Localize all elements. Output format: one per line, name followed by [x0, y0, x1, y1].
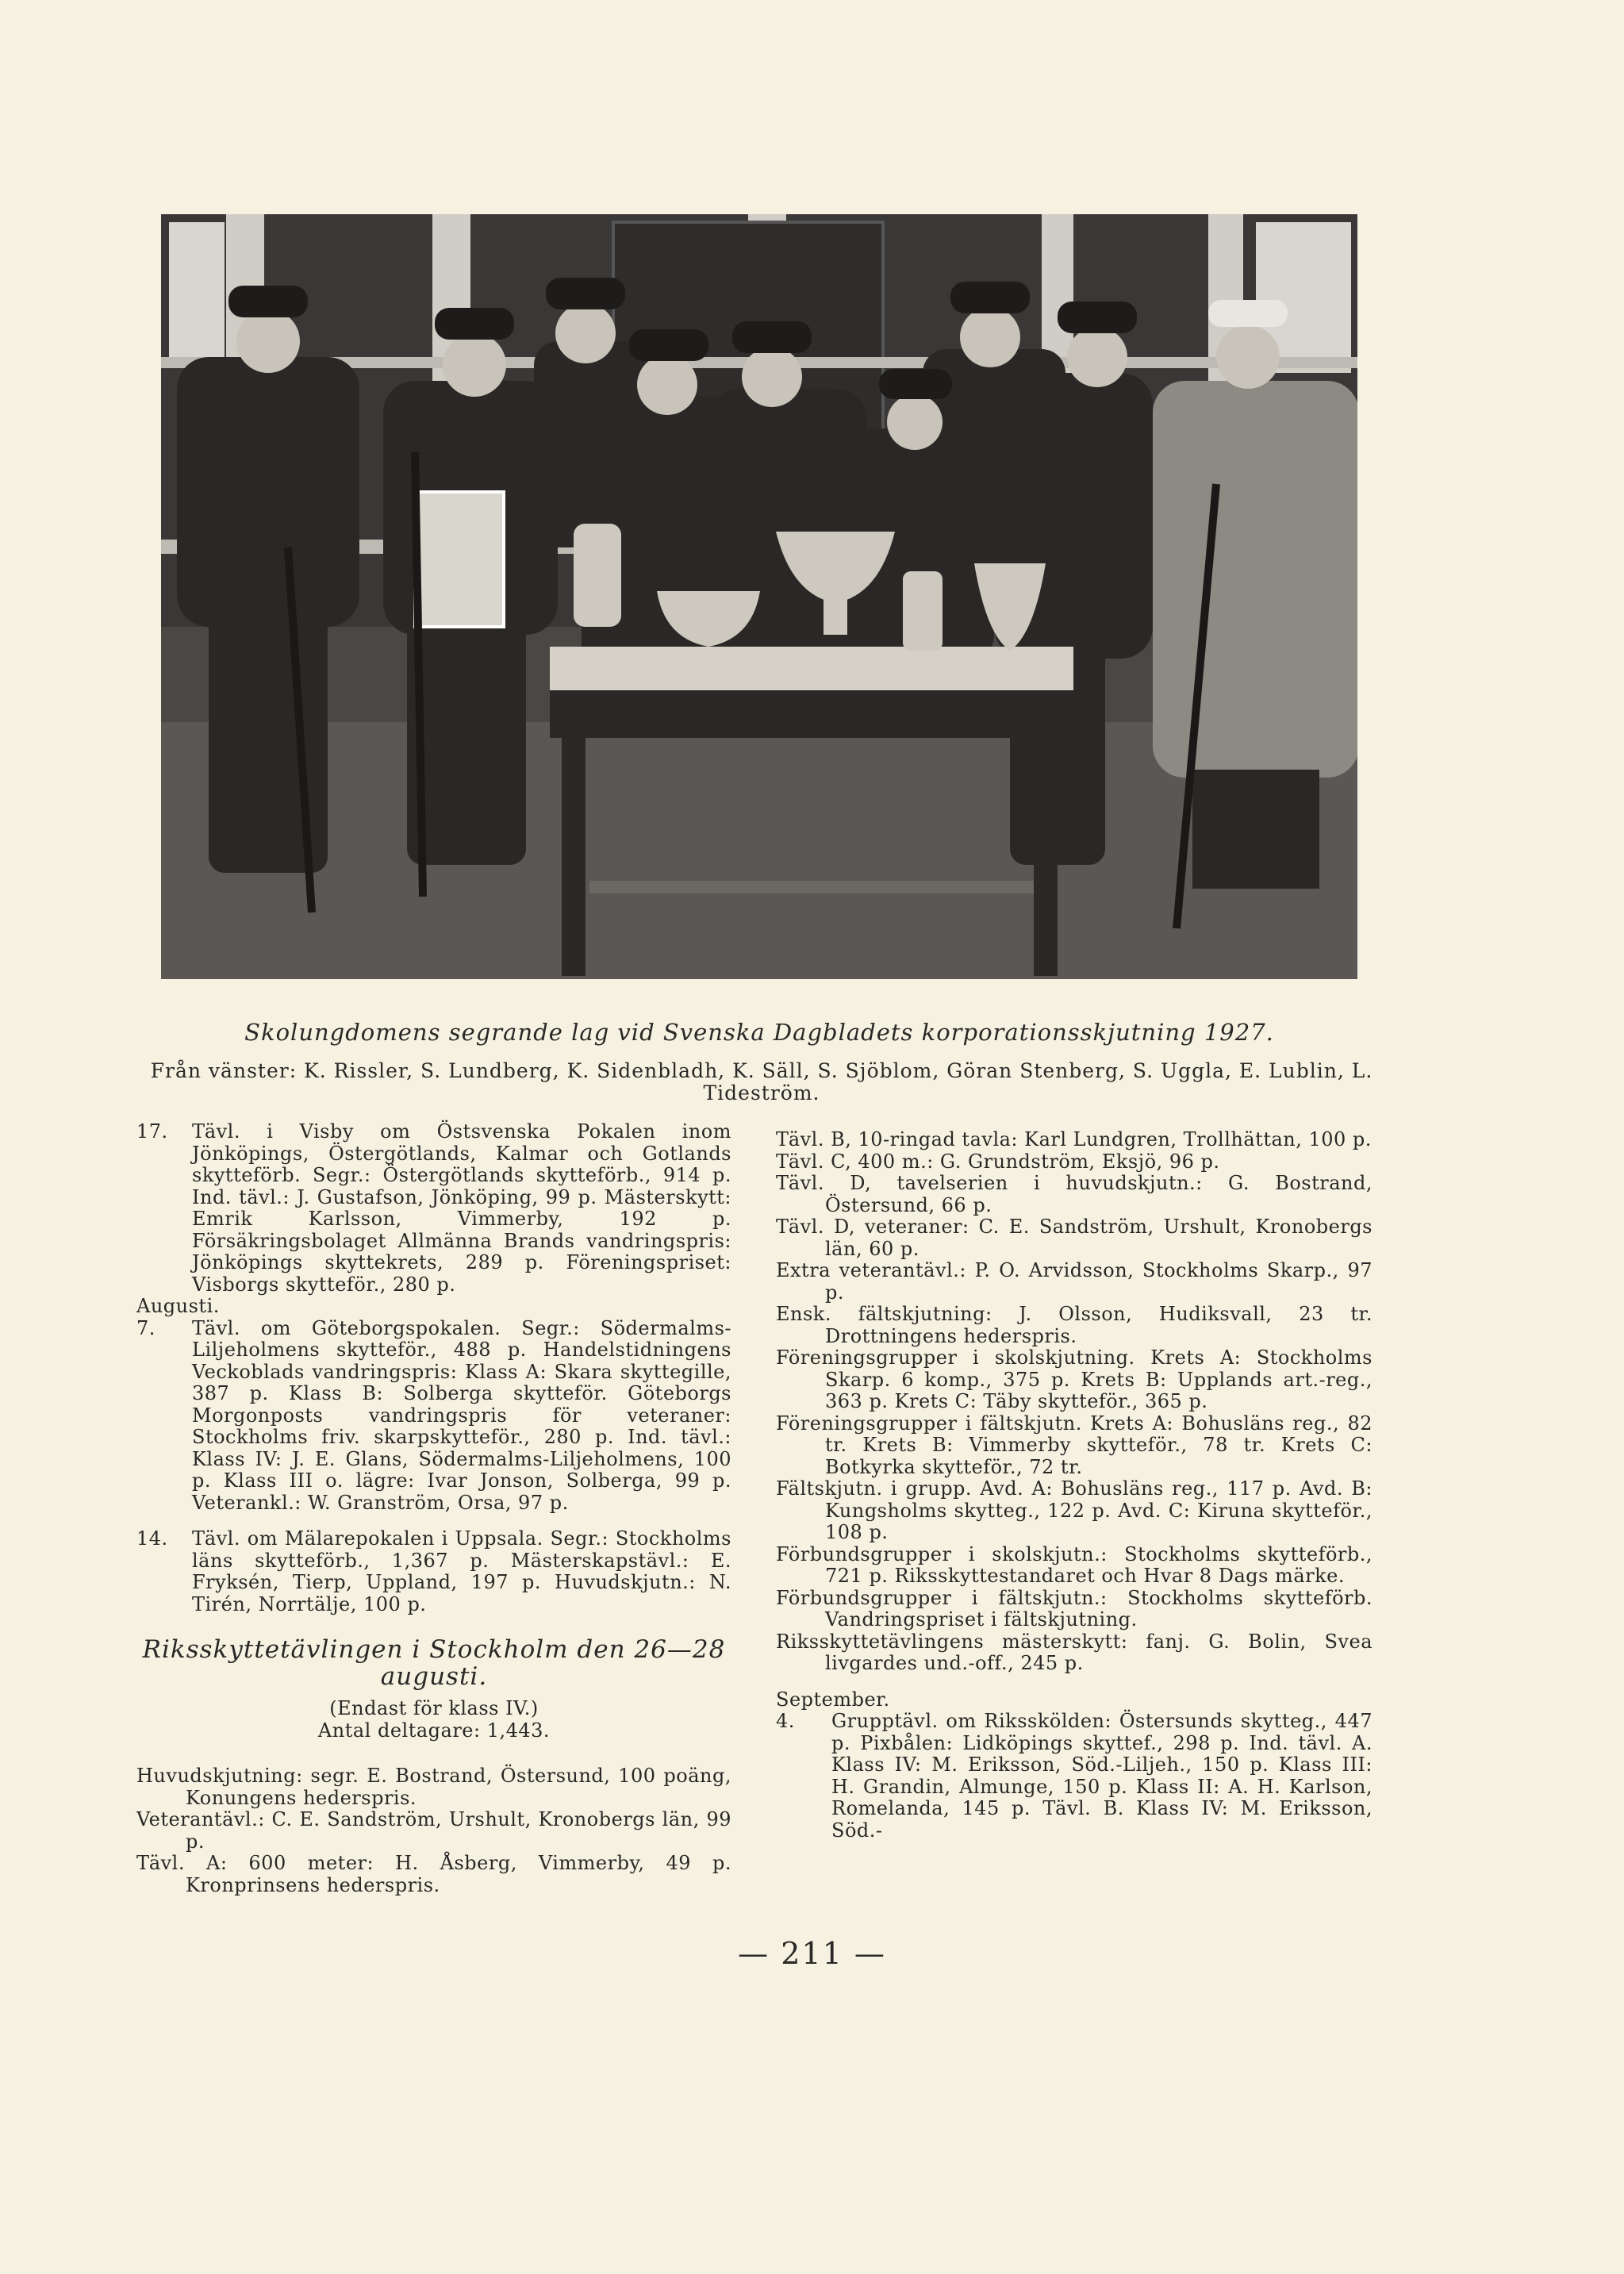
- result-item: Extra veterantävl.: P. O. Arvidsson, Stockholms Skarp., 97 p.: [776, 1259, 1373, 1304]
- section-subtitle: (Endast för klass IV.): [329, 1697, 539, 1719]
- result-item: Tävl. C, 400 m.: G. Grundström, Eksjö, 96 p.: [776, 1150, 1220, 1173]
- entry-text: Tävl. om Göteborgspokalen. Segr.: Södermalms-Liljeholmens skytteför., 488 p. Handelstidningens Veckoblads vandringspris: Klass A: Skara skyttegille, 387 p. Klass B: Solberga skytteför. Göteborgs Morgonposts vandringspris för veteraner: Stockholms friv. skarpskytteför., 280 p. Ind. tävl.: Klass IV: J. E. Glans, Södermalms-Liljeholmens, 100 p. Klass III o. lägre: Ivar Jonson, Solberga, 99 p. Veterankl.: W. Granström, Orsa, 97 p.: [192, 1316, 731, 1514]
- entry-august-7: [136, 1318, 731, 1515]
- left-column: [136, 1121, 731, 1896]
- entry-number: 7.: [136, 1316, 155, 1339]
- section-participants: Antal deltagare: 1,443.: [317, 1719, 551, 1742]
- section-title-riksskyttetavlingen: Riksskyttetävlingen i Stockholm den 26—28 augusti.: [142, 1635, 726, 1691]
- page-number: — 211 —: [738, 1936, 886, 1971]
- result-item: Tävl. D, veteraner: C. E. Sandström, Urshult, Kronobergs län, 60 p.: [776, 1216, 1373, 1260]
- result-item: Föreningsgrupper i fältskjutn. Krets A: Bohusläns reg., 82 tr. Krets B: Vimmerby skytteför., 78 tr. Krets C: Botkyrka skytteför., 72 tr.: [776, 1412, 1373, 1478]
- team-photograph: [161, 214, 1357, 979]
- result-item: Förbundsgrupper i fältskjutn.: Stockholms skytteförb. Vandringspriset i fältskjutning.: [776, 1586, 1373, 1631]
- entry-text: Tävl. om Mälarepokalen i Uppsala. Segr.: Stockholms läns skytteförb., 1,367 p. Mästerskapstävl.: E. Fryksén, Tierp, Uppland, 197 p. Huvudskjutn.: N. Tirén, Norrtälje, 100 p.: [192, 1527, 731, 1615]
- result-item: Veterantävl.: C. E. Sandström, Urshult, Kronobergs län, 99 p.: [136, 1808, 731, 1853]
- entry-text: Grupptävl. om Riksskölden: Östersunds skytteg., 447 p. Pixbålen: Lidköpings skyttef., 298 p. Ind. tävl. A. Klass IV: M. Eriksson, Söd.-Liljeh., 150 p. Klass III: H. Grandin, Almunge, 150 p. Klass II: A. H. Karlson, Romelanda, 145 p. Tävl. B. Klass IV: M. Eriksson, Söd.-: [831, 1710, 1373, 1842]
- month-heading-august: Augusti.: [136, 1295, 220, 1317]
- result-item: Fältskjutn. i grupp. Avd. A: Bohusläns reg., 117 p. Avd. B: Kungsholms skytteg., 122 p. Avd. C: Kiruna skytteför., 108 p.: [776, 1477, 1373, 1543]
- result-item: Tävl. A: 600 meter: H. Åsberg, Vimmerby, 49 p. Kronprinsens hederspris.: [136, 1852, 731, 1896]
- entry-number: 4.: [776, 1710, 795, 1732]
- result-item: Huvudskjutning: segr. E. Bostrand, Östersund, 100 poäng, Konungens hederspris.: [136, 1765, 731, 1809]
- result-item: Föreningsgrupper i skolskjutning. Krets A: Stockholms Skarp. 6 komp., 375 p. Krets B: Upplands art.-reg., 363 p. Krets C: Täby skytteför., 365 p.: [776, 1346, 1373, 1412]
- entry-text: Tävl. i Visby om Östsvenska Pokalen inom Jönköpings, Östergötlands, Kalmar och Gotlands skytteförb. Segr.: Östergötlands skytteförb., 914 p. Ind. tävl.: J. Gustafson, Jönköping, 99 p. Mästerskytt: Emrik Karlsson, Vimmerby, 192 p. Försäkringsbolaget Allmänna Brands vandringspris: Jönköpings skyttekrets, 289 p. Föreningspriset: Visborgs skytteför., 280 p.: [192, 1120, 731, 1296]
- entry-number: 14.: [136, 1527, 168, 1550]
- photo-caption-title: Skolungdomens segrande lag vid Svenska Dagbladets korporationsskjutning 1927.: [244, 1019, 1274, 1046]
- month-heading-september: September.: [776, 1688, 890, 1711]
- result-item: Förbundsgrupper i skolskjutn.: Stockholms skytteförb., 721 p. Riksskyttestandaret och Hvar 8 Dags märke.: [776, 1542, 1373, 1587]
- entry-number: 17.: [136, 1120, 168, 1143]
- result-item: Tävl. D, tavelserien i huvudskjutn.: G. Bostrand, Östersund, 66 p.: [776, 1172, 1373, 1216]
- photo-illustration: [161, 214, 1357, 979]
- result-item: Riksskyttetävlingens mästerskytt: fanj. G. Bolin, Svea livgardes und.-off., 245 p.: [776, 1630, 1373, 1674]
- entry-august-14: [136, 1528, 731, 1615]
- result-item: Tävl. B, 10-ringad tavla: Karl Lundgren, Trollhättan, 100 p.: [776, 1128, 1372, 1150]
- result-item: Ensk. fältskjutning: J. Olsson, Hudiksvall, 23 tr. Drottningens hederspris.: [776, 1303, 1373, 1347]
- entry-july-17: [136, 1121, 731, 1296]
- right-column: [776, 1129, 1373, 1842]
- entry-september-4: [776, 1711, 1373, 1842]
- photo-caption-names: Från vänster: K. Rissler, S. Lundberg, K. Sidenbladh, K. Säll, S. Sjöblom, Göran Stenberg, S. Uggla, E. Lublin, L. Tideström.: [150, 1059, 1373, 1104]
